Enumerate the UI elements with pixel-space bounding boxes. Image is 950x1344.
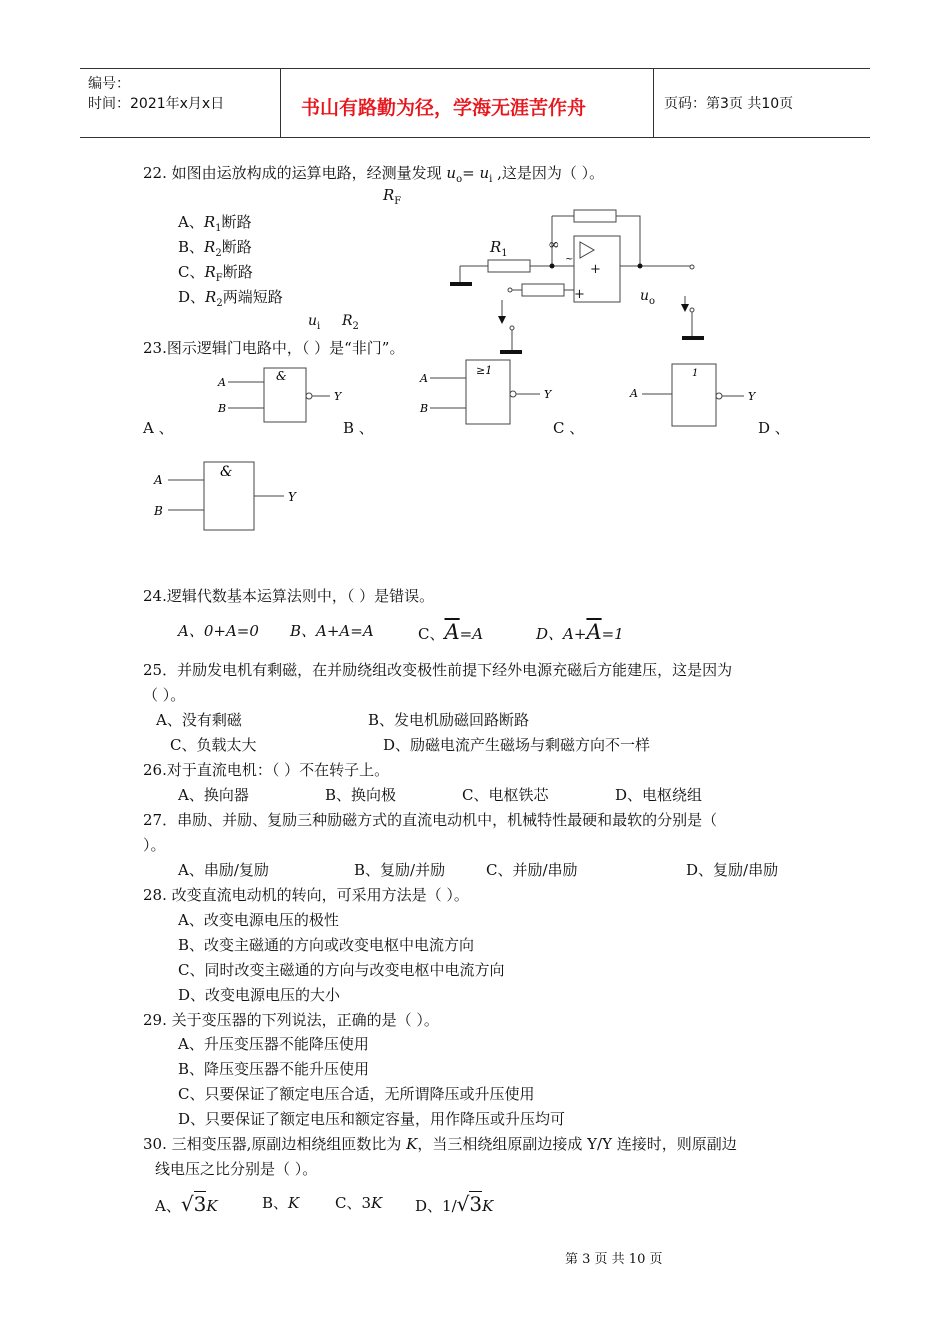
gate-b-bubble: [510, 391, 516, 397]
option-text: 两端短路: [222, 288, 283, 306]
q24-option-b: B、A+A=A: [290, 622, 374, 640]
q30-d-text: D、1/: [415, 1197, 457, 1215]
time-label: 时间：2021年x月x日: [88, 96, 225, 112]
sqrt-sign-d: √: [456, 1192, 470, 1216]
page-footer: 第 3 页 共 10 页: [565, 1252, 663, 1267]
q24-d-var: $\overline{A}$: [586, 620, 602, 644]
q26-option-c: C、电枢铁芯: [462, 786, 549, 804]
q22-eq: =: [462, 164, 480, 182]
q30-b-k: K: [288, 1194, 300, 1212]
ground-symbol-left: [450, 282, 472, 286]
q30-stem-rest: ，当三相绕组原副边接成 Y/Y 连接时，则原副边: [417, 1135, 737, 1153]
gate-c-bubble: [716, 393, 722, 399]
uo-sub: o: [649, 295, 656, 307]
option-var: R: [204, 238, 216, 256]
gate-b-label-b: B: [420, 402, 429, 415]
gate-a-nand: [210, 362, 350, 428]
q24-option-a: A、0+A=0: [178, 622, 259, 640]
gate-b-label-a: A: [420, 372, 428, 385]
infinity-label: ∞: [548, 237, 560, 253]
q22-uo-sub: o: [456, 174, 463, 185]
uo-terminal: [690, 308, 694, 312]
q25-stem-line2: （ ）。: [143, 686, 186, 704]
q29-option-b: B、降压变压器不能升压使用: [178, 1060, 370, 1078]
q29-option-d: D、只要保证了额定电压和额定容量，用作降压或升压均可: [178, 1110, 566, 1128]
r1-resistor: [488, 260, 530, 272]
ui-terminal: [510, 326, 514, 330]
ui-var: u: [308, 313, 318, 329]
gate-b-label-y: Y: [544, 388, 552, 401]
option-letter: B、: [178, 238, 205, 256]
opamp-tilde: ~: [565, 254, 574, 265]
q24-d-rest: =1: [601, 625, 624, 643]
r2-terminal: [508, 288, 512, 292]
q22-option-c: [178, 261, 253, 284]
motto: 书山有路勤为径，学海无涯苦作舟: [301, 97, 587, 119]
q27-option-a: A、串励/复励: [178, 861, 269, 879]
r2-sub: 2: [352, 320, 359, 332]
r2-resistor: [522, 284, 564, 296]
q29-option-c: C、只要保证了额定电压合适，无所谓降压或升压使用: [178, 1085, 535, 1103]
q30-c-text: C、3: [335, 1194, 372, 1212]
option-sub: F: [215, 273, 223, 284]
q22-stem: [143, 162, 604, 185]
opamp-box: [574, 236, 620, 302]
option-text: 断路: [221, 213, 252, 231]
output-terminal: [690, 265, 694, 269]
gate-c-not: [622, 360, 772, 430]
q30-stem-line1: [143, 1133, 737, 1154]
q24-stem: 24.逻辑代数基本运算法则中，（ ）是错误。: [143, 587, 435, 605]
rf-label: [383, 186, 401, 207]
q27-stem-line2: ）。: [143, 836, 166, 854]
q24-c-rest: =A: [459, 625, 484, 643]
q26-option-a: A、换向器: [178, 786, 249, 804]
opamp-plus-top: +: [590, 262, 601, 277]
q24-option-c: [418, 620, 483, 644]
q23-stem: 23.图示逻辑门电路中，（ ）是“非门”。: [143, 339, 405, 357]
q25-option-d: D、励磁电流产生磁场与剩磁方向不一样: [383, 736, 651, 754]
q28-stem: 28. 改变直流电动机的转向，可采用方法是（ ）。: [143, 886, 469, 904]
q27-option-d: D、复励/串励: [686, 861, 779, 879]
gate-c-label-y: Y: [748, 390, 756, 403]
ui-sub: i: [317, 320, 321, 332]
q25-option-a: A、没有剩磁: [156, 711, 242, 729]
q30-k: K: [406, 1135, 418, 1153]
q28-option-a: A、改变电源电压的极性: [178, 911, 339, 929]
rf-resistor: [574, 210, 616, 222]
q30-option-b: [262, 1192, 299, 1213]
q27-option-c: C、并励/串励: [486, 861, 578, 879]
q30-a-letter: A、: [155, 1197, 181, 1215]
sqrt-num-a: 3: [193, 1192, 207, 1216]
q22-ui: u: [479, 164, 490, 182]
opamp-circuit-diagram: [440, 200, 720, 360]
gate-d-label-b: B: [154, 504, 163, 518]
q22-stem-text: 22. 如图由运放构成的运算电路，经测量发现: [143, 164, 447, 182]
option-text: 断路: [222, 263, 253, 281]
r2-var: R: [342, 313, 353, 329]
gate-a-label-b: B: [218, 402, 227, 415]
q27-stem-line1: 27．串励、并励、复励三种励磁方式的直流电动机中，机械特性最硬和最软的分别是（: [143, 811, 718, 829]
junction-node: [550, 264, 555, 269]
q30-b-letter: B、: [262, 1194, 289, 1212]
q27-option-b: B、复励/并励: [354, 861, 446, 879]
q26-option-d: D、电枢绕组: [615, 786, 703, 804]
option-sub: 2: [215, 248, 222, 259]
arrow-down-left: [498, 316, 506, 324]
q22-option-b: [178, 236, 252, 259]
output-node: [638, 264, 643, 269]
gate-d-symbol: &: [220, 464, 233, 480]
gate-d-label-y: Y: [288, 490, 296, 504]
q30-option-c: [335, 1192, 382, 1213]
ground-symbol-uo: [682, 336, 704, 340]
r2-label: [342, 313, 359, 332]
q22-option-a: [178, 211, 252, 234]
gate-d-label-a: A: [154, 473, 163, 487]
sqrt-num-d: 3: [469, 1192, 483, 1216]
option-var: R: [204, 263, 216, 281]
q25-stem-line1: 25．并励发电机有剩磁，在并励绕组改变极性前提下经外电源充磁后方能建压，这是因为: [143, 661, 733, 679]
r1-sub: 1: [501, 248, 508, 259]
q29-stem: 29. 关于变压器的下列说法，正确的是（ ）。: [143, 1011, 439, 1029]
q30-a-k: K: [206, 1197, 218, 1215]
option-text: 断路: [221, 238, 252, 256]
ui-label: [308, 313, 320, 332]
header-motto-cell: [281, 69, 654, 137]
header-page-cell: [654, 69, 870, 137]
q24-d-letter: D、A+: [536, 625, 587, 643]
q30-d-k: K: [482, 1197, 494, 1215]
gate-c-label-a: A: [630, 387, 638, 400]
option-var: R: [203, 213, 216, 231]
q24-option-d: [536, 620, 624, 644]
page-info: 页码：第3页 共10页: [664, 96, 794, 112]
q26-stem: 26.对于直流电机：（ ）不在转子上。: [143, 761, 390, 779]
q22-stem-end: ,这是因为（ ）。: [492, 164, 605, 182]
rf-sub: F: [394, 196, 402, 207]
q23-option-c: C 、: [553, 419, 585, 437]
q29-option-a: A、升压变压器不能降压使用: [178, 1035, 369, 1053]
gate-a-label-a: A: [218, 376, 226, 389]
arrow-down-right: [681, 304, 689, 312]
q28-option-d: D、改变电源电压的大小: [178, 986, 341, 1004]
option-letter: D、: [178, 288, 206, 306]
ground-symbol-ui: [500, 350, 522, 354]
gate-b-nor: [412, 356, 562, 428]
q25-option-b: B、发电机励磁回路断路: [368, 711, 530, 729]
opamp-plus-bottom: +: [574, 287, 585, 302]
gate-d-and: [148, 458, 308, 538]
q23-option-d: D 、: [758, 419, 790, 437]
page-header: [80, 68, 870, 138]
option-sub: 1: [215, 223, 222, 234]
option-letter: A、: [178, 213, 204, 231]
q28-option-b: B、改变主磁通的方向或改变电枢中电流方向: [178, 936, 475, 954]
q22-ui-sub: i: [489, 174, 493, 185]
q30-option-a: [155, 1192, 218, 1216]
q28-option-c: C、同时改变主磁通的方向与改变电枢中电流方向: [178, 961, 505, 979]
gate-c-symbol: 1: [692, 368, 699, 379]
q23-option-b: B 、: [343, 419, 374, 437]
q22-option-d: [178, 286, 283, 309]
q25-option-c: C、负载太大: [170, 736, 257, 754]
sqrt-sign-a: √: [180, 1192, 194, 1216]
q30-c-k: K: [371, 1194, 383, 1212]
option-sub: 2: [216, 298, 223, 309]
q30-stem-text: 30. 三相变压器,原副边相绕组匝数比为: [143, 1135, 407, 1153]
q24-c-letter: C、: [418, 625, 445, 643]
uo-var: u: [640, 288, 650, 304]
option-var: R: [205, 288, 217, 306]
option-letter: C、: [178, 263, 205, 281]
q26-option-b: B、换向极: [325, 786, 397, 804]
gate-a-symbol: &: [276, 369, 287, 383]
rf-var: R: [383, 186, 395, 204]
q23-option-a: A 、: [143, 419, 174, 437]
r1-var: R: [490, 238, 502, 256]
gate-b-symbol: ≥1: [476, 364, 493, 377]
q30-stem-line2: 线电压之比分别是（ ）。: [155, 1160, 318, 1178]
q24-c-var: $\overline{A}$: [444, 620, 460, 644]
header-meta-cell: [80, 69, 281, 137]
opamp-triangle: [580, 242, 594, 258]
q22-uo: u: [446, 164, 457, 182]
q30-option-d: [415, 1192, 493, 1216]
gate-a-label-y: Y: [334, 390, 342, 403]
code-label: 编号：: [88, 76, 130, 92]
gate-a-bubble: [306, 393, 312, 399]
